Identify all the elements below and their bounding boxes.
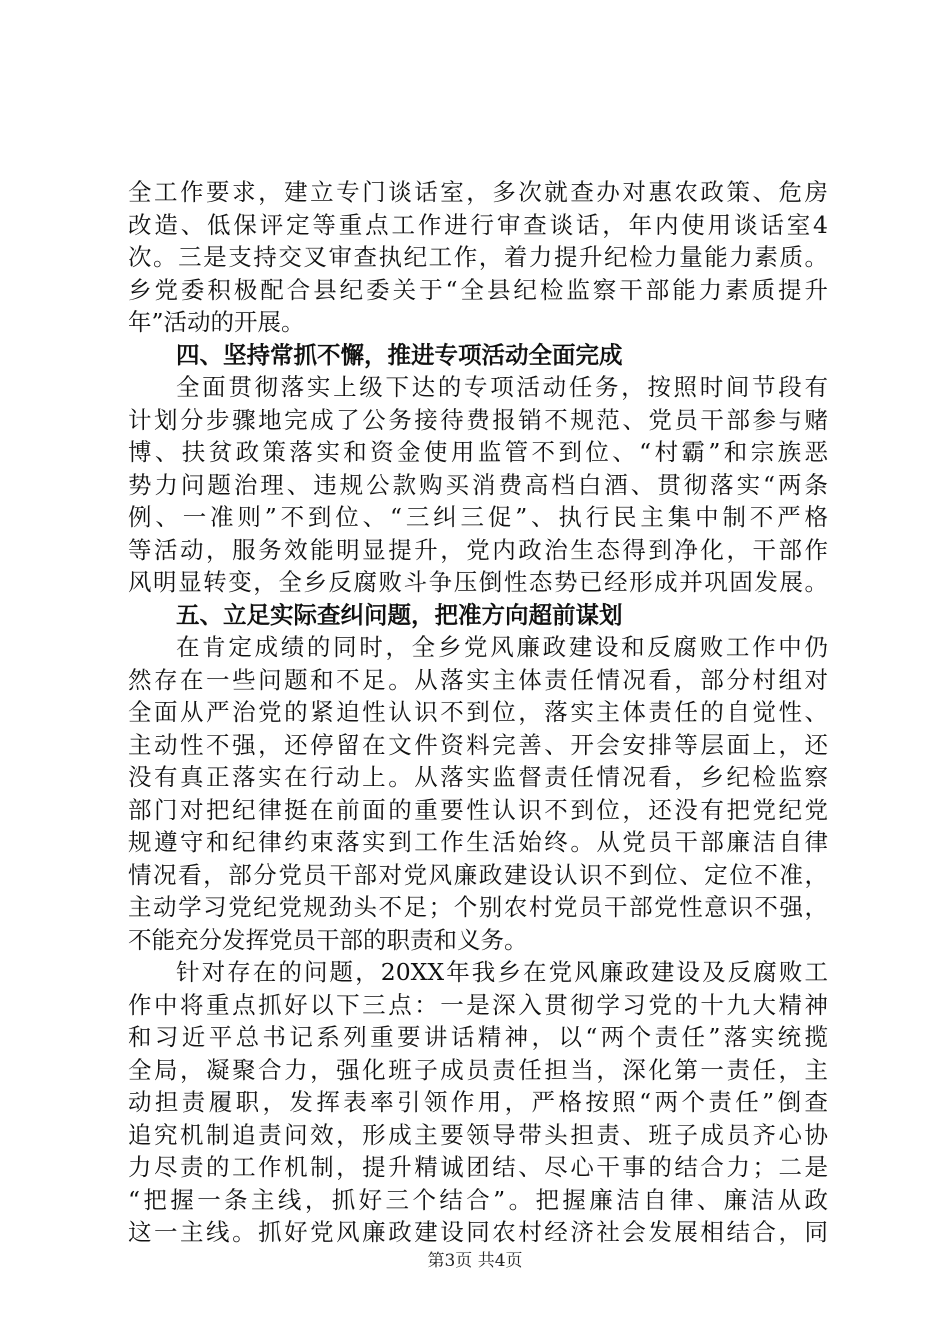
paragraph-line: 乡党委积极配合县纪委关于“全县纪检监察干部能力素质提升: [128, 275, 828, 304]
paragraph-line: 改造、低保评定等重点工作进行审查谈话，年内使用谈话室4: [128, 210, 828, 239]
paragraph-line: 在肯定成绩的同时，全乡党风廉政建设和反腐败工作中仍: [176, 633, 828, 661]
document-body: [128, 176, 828, 1249]
paragraph-line: “把握一条主线，抓好三个结合”。把握廉洁自律、廉洁从政: [128, 1185, 828, 1214]
paragraph-line: 等活动，服务效能明显提升，党内政治生态得到净化，干部作: [128, 535, 828, 564]
paragraph-line: 例、一准则”不到位、“三纠三促”、执行民主集中制不严格: [128, 503, 828, 531]
paragraph-line: 博、扶贫政策落实和资金使用监管不到位、“村霸”和宗族恶: [128, 438, 828, 466]
paragraph-line: 风明显转变，全乡反腐败斗争压倒性态势已经形成并巩固发展。: [128, 568, 828, 596]
paragraph-line: 势力问题治理、违规公款购买消费高档白酒、贯彻落实“两条: [128, 470, 828, 499]
paragraph-line: 计划分步骤地完成了公务接待费报销不规范、党员干部参与赌: [128, 405, 828, 434]
section-heading: 四、坚持常抓不懈，推进专项活动全面完成: [176, 340, 623, 369]
paragraph-line: 全局，凝聚合力，强化班子成员责任担当，深化第一责任，主: [128, 1055, 828, 1084]
paragraph-line: 没有真正落实在行动上。从落实监督责任情况看，乡纪检监察: [128, 763, 828, 791]
paragraph-line: 追究机制追责问效，形成主要领导带头担责、班子成员齐心协: [128, 1120, 828, 1149]
section-heading: 五、立足实际查纠问题，把准方向超前谋划: [176, 600, 623, 629]
paragraph-line: 情况看，部分党员干部对党风廉政建设认识不到位、定位不准，: [128, 860, 828, 889]
paragraph-line: 和习近平总书记系列重要讲话精神，以“两个责任”落实统揽: [128, 1023, 828, 1051]
paragraph-line: 规遵守和纪律约束落实到工作生活始终。从党员干部廉洁自律: [128, 828, 828, 856]
paragraph-line: 全工作要求，建立专门谈话室，多次就查办对惠农政策、危房: [128, 178, 828, 206]
paragraph-line: 部门对把纪律挺在前面的重要性认识不到位，还没有把党纪党: [128, 795, 828, 824]
paragraph-line: 力尽责的工作机制，提升精诚团结、尽心干事的结合力；二是: [128, 1153, 828, 1181]
paragraph-line: 全面从严治党的紧迫性认识不到位，落实主体责任的自觉性、: [128, 698, 828, 726]
paragraph-line: 动担责履职，发挥表率引领作用，严格按照“两个责任”倒查: [128, 1088, 828, 1116]
paragraph-line: 主动性不强，还停留在文件资料完善、开会安排等层面上，还: [128, 730, 828, 759]
page-footer: 第3页 共4页: [427, 1251, 523, 1271]
paragraph-line: 不能充分发挥党员干部的职责和义务。: [128, 925, 528, 954]
paragraph-line: 然存在一些问题和不足。从落实主体责任情况看，部分村组对: [128, 665, 828, 694]
paragraph-line: 全面贯彻落实上级下达的专项活动任务，按照时间节段有: [176, 373, 828, 401]
paragraph-line: 主动学习党纪党规劲头不足；个别农村党员干部党性意识不强，: [128, 893, 828, 921]
paragraph-line: 年”活动的开展。: [128, 308, 305, 336]
paragraph-line: 作中将重点抓好以下三点：一是深入贯彻学习党的十九大精神: [128, 990, 828, 1019]
paragraph-line: 针对存在的问题，20XX年我乡在党风廉政建设及反腐败工: [176, 958, 828, 986]
paragraph-line: 次。三是支持交叉审查执纪工作，着力提升纪检力量能力素质。: [128, 243, 828, 271]
paragraph-line: 这一主线。抓好党风廉政建设同农村经济社会发展相结合，同: [128, 1218, 828, 1246]
